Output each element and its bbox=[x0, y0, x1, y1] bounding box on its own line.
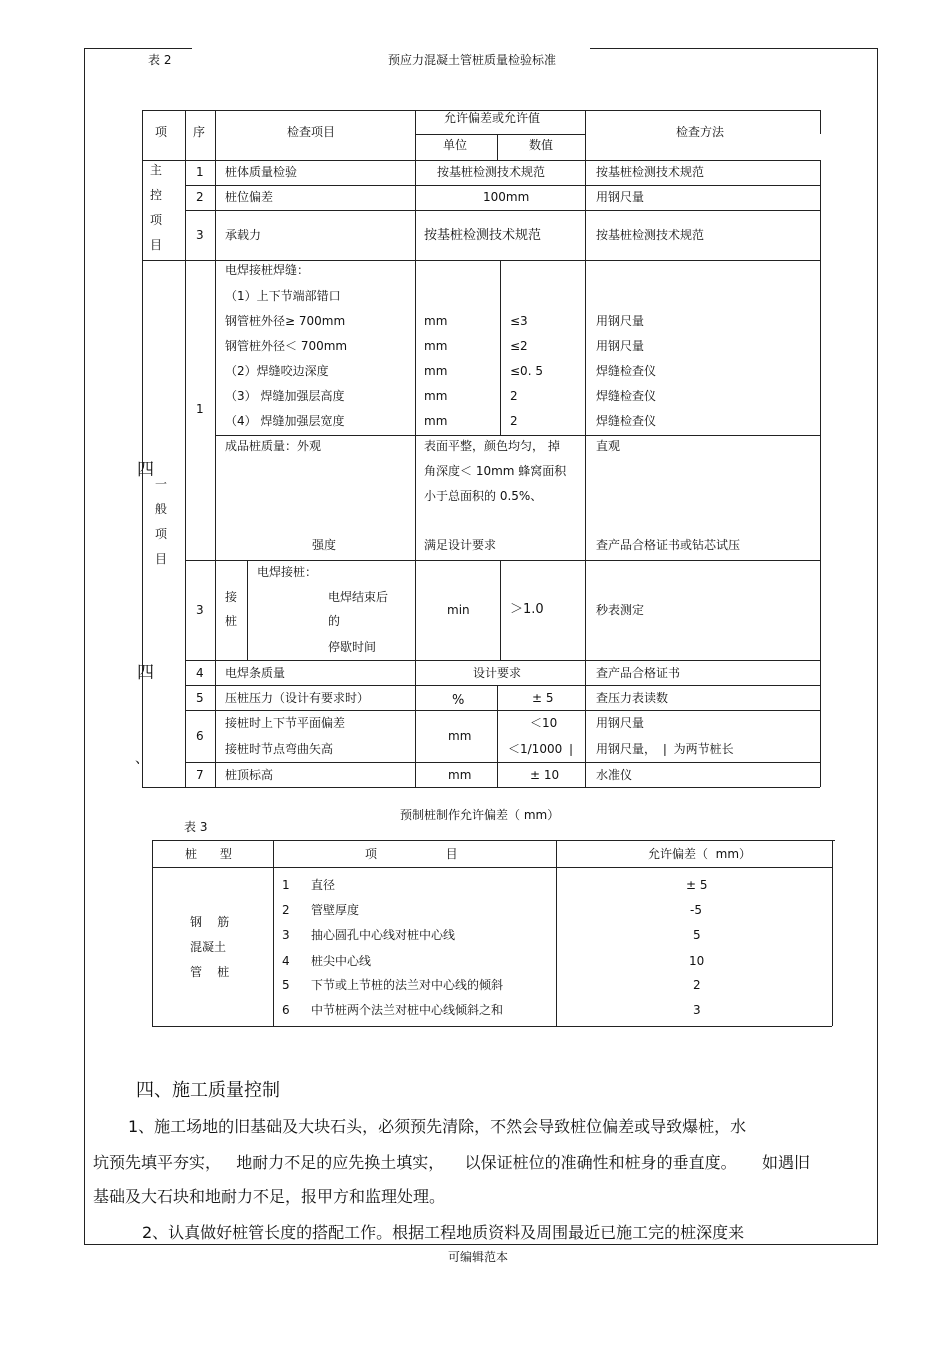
elevation-method: 水准仪 bbox=[596, 768, 633, 782]
joint-desc-1: 电焊结束后 bbox=[328, 590, 389, 604]
weld-row-6-unit: mm bbox=[424, 414, 448, 428]
weld-row-4-method: 焊缝检查仪 bbox=[596, 364, 657, 378]
weld-row-4-item: （2）焊缝咬边深度 bbox=[225, 364, 329, 378]
joint-method: 秒表测定 bbox=[596, 603, 645, 617]
weld-row-5-value: 2 bbox=[510, 389, 518, 403]
weld-row-2-item: 钢管桩外径≥ 700mm bbox=[225, 314, 346, 328]
header-value: 数值 bbox=[529, 138, 554, 152]
jointdev-seq: 6 bbox=[196, 729, 204, 743]
appearance-tol-2: 角深度＜ 10mm 蜂窝面积 bbox=[424, 464, 567, 478]
joint-desc-3: 停歇时间 bbox=[328, 640, 377, 654]
strength-tol: 满足设计要求 bbox=[424, 538, 497, 552]
pressure-value: ± 5 bbox=[532, 691, 554, 705]
joint-unit: min bbox=[447, 603, 470, 617]
footer-text: 可编辑范本 bbox=[448, 1250, 509, 1264]
weld-row-6-value: 2 bbox=[510, 414, 518, 428]
t3-row-6-item: 中节桩两个法兰对桩中心线倾斜之和 bbox=[311, 1003, 504, 1017]
jointdev-unit: mm bbox=[448, 729, 472, 743]
rod-tol: 设计要求 bbox=[473, 666, 522, 680]
appearance-tol-1: 表面平整，颜色均匀， 掉 bbox=[424, 439, 560, 453]
weld-row-2-unit: mm bbox=[424, 314, 448, 328]
t3-row-4-tol: 10 bbox=[689, 954, 705, 968]
joint-seq: 3 bbox=[196, 603, 204, 617]
header-method: 检查方法 bbox=[676, 125, 725, 139]
main-group-4: 目 bbox=[150, 238, 163, 252]
stray-char-2: 四 bbox=[137, 663, 154, 683]
section-p2: 2、认真做好桩管长度的搭配工作。根据工程地质资料及周围最近已施工完的桩深度来 bbox=[142, 1223, 745, 1242]
elevation-value: ± 10 bbox=[530, 768, 560, 782]
weld-row-2-value: ≤3 bbox=[510, 314, 528, 328]
header-check-item: 检查项目 bbox=[287, 125, 336, 139]
table2-number: 表 2 bbox=[148, 53, 172, 67]
table3-header-item: 项 目 bbox=[365, 847, 458, 861]
t3-row-3-item: 抽心圆孔中心线对桩中心线 bbox=[311, 928, 456, 942]
main-row-1-method: 按基桩检测技术规范 bbox=[596, 165, 705, 179]
main-group-1: 主 bbox=[150, 163, 163, 177]
table2-title: 预应力混凝土管桩质量检验标准 bbox=[388, 53, 557, 67]
strength-item: 强度 bbox=[312, 538, 337, 552]
t3-row-6-no: 6 bbox=[282, 1003, 290, 1017]
main-row-1-seq: 1 bbox=[196, 165, 204, 179]
weld-seq: 1 bbox=[196, 402, 204, 416]
rod-item: 电焊条质量 bbox=[225, 666, 286, 680]
t3-row-5-item: 下节或上节桩的法兰对中心线的倾斜 bbox=[311, 978, 504, 992]
main-row-3-tol: 按基桩检测技术规范 bbox=[424, 228, 542, 243]
main-row-2-method: 用钢尺量 bbox=[596, 190, 645, 204]
t3-row-6-tol: 3 bbox=[693, 1003, 701, 1017]
rod-seq: 4 bbox=[196, 666, 204, 680]
jointdev-item-2: 接桩时节点弯曲矢高 bbox=[225, 742, 334, 756]
jointdev-method-1: 用钢尺量 bbox=[596, 716, 645, 730]
frame-top-left bbox=[84, 48, 192, 49]
section-heading: 四、施工质量控制 bbox=[136, 1080, 280, 1101]
general-group-3: 项 bbox=[155, 527, 168, 541]
t3-row-2-tol: -5 bbox=[690, 903, 702, 917]
elevation-unit: mm bbox=[448, 768, 472, 782]
main-row-2-tol: 100mm bbox=[483, 190, 530, 204]
section-p1-line1: 1、施工场地的旧基础及大块石头，必须预先清除，不然会导致桩位偏差或导致爆桩，水 bbox=[128, 1117, 747, 1136]
pressure-method: 查压力表读数 bbox=[596, 691, 669, 705]
stray-char-1: 四 bbox=[137, 460, 154, 480]
pressure-unit: % bbox=[452, 693, 465, 708]
jointdev-method-2: 用钢尺量， ❘ 为两节桩长 bbox=[596, 742, 734, 756]
t3-row-3-no: 3 bbox=[282, 928, 290, 942]
weld-row-2-method: 用钢尺量 bbox=[596, 314, 645, 328]
t3-row-1-tol: ± 5 bbox=[686, 878, 708, 892]
main-row-2-item: 桩位偏差 bbox=[225, 190, 274, 204]
table3-number: 表 3 bbox=[184, 820, 208, 834]
main-row-3-seq: 3 bbox=[196, 228, 204, 242]
weld-row-3-value: ≤2 bbox=[510, 339, 528, 353]
main-group-3: 项 bbox=[150, 213, 163, 227]
table3-header-tol: 允许偏差（ mm） bbox=[648, 847, 752, 861]
elevation-seq: 7 bbox=[196, 768, 204, 782]
main-row-1-item: 桩体质量检验 bbox=[225, 165, 298, 179]
pressure-seq: 5 bbox=[196, 691, 204, 705]
weld-row-5-item: （3） 焊缝加强层高度 bbox=[225, 389, 345, 403]
jointdev-value-2: ＜1/1000 ❘ bbox=[508, 742, 577, 756]
weld-row-1-item: （1）上下节端部错口 bbox=[225, 289, 341, 303]
section-p1-line3: 基础及大石块和地耐力不足，报甲方和监理处理。 bbox=[93, 1187, 446, 1206]
weld-row-3-item: 钢管桩外径＜ 700mm bbox=[225, 339, 348, 353]
pile-type-2: 混凝土 bbox=[190, 940, 227, 954]
weld-row-4-unit: mm bbox=[424, 364, 448, 378]
weld-row-4-value: ≤0. 5 bbox=[510, 364, 543, 378]
strength-method: 查产品合格证书或钻芯试压 bbox=[596, 538, 741, 552]
header-seq: 序 bbox=[193, 125, 206, 139]
appearance-tol-3: 小于总面积的 0.5%、 bbox=[424, 489, 543, 503]
main-row-3-method: 按基桩检测技术规范 bbox=[596, 228, 705, 242]
weld-row-3-unit: mm bbox=[424, 339, 448, 353]
header-tolerance: 允许偏差或允许值 bbox=[444, 111, 541, 125]
table3-header-type: 桩 型 bbox=[185, 847, 232, 861]
t3-row-4-no: 4 bbox=[282, 954, 290, 968]
section-p1-line2: 坑预先填平夯实， 地耐力不足的应先换土填实， 以保证桩位的准确性和桩身的垂直度。 如遇旧 bbox=[93, 1153, 811, 1172]
appearance-item: 成品桩质量：外观 bbox=[225, 439, 322, 453]
main-row-3-item: 承载力 bbox=[225, 228, 262, 242]
weld-row-6-method: 焊缝检查仪 bbox=[596, 414, 657, 428]
elevation-item: 桩顶标高 bbox=[225, 768, 274, 782]
header-unit: 单位 bbox=[443, 138, 468, 152]
general-group-1: 一 bbox=[155, 477, 168, 491]
joint-label-1: 接 bbox=[225, 590, 238, 604]
rod-method: 查产品合格证书 bbox=[596, 666, 681, 680]
t3-row-2-no: 2 bbox=[282, 903, 290, 917]
stray-char-3: 、 bbox=[135, 751, 149, 767]
weld-row-5-method: 焊缝检查仪 bbox=[596, 389, 657, 403]
frame-top-right bbox=[590, 48, 877, 49]
main-row-1-tol: 按基桩检测技术规范 bbox=[437, 165, 546, 179]
t3-row-4-item: 桩尖中心线 bbox=[311, 954, 372, 968]
table3-caption: 预制桩制作允许偏差（ mm） bbox=[400, 808, 560, 822]
header-item: 项 bbox=[155, 125, 168, 139]
t3-row-5-tol: 2 bbox=[693, 978, 701, 992]
joint-value: ＞1.0 bbox=[510, 602, 544, 617]
main-row-2-seq: 2 bbox=[196, 190, 204, 204]
joint-label-2: 桩 bbox=[225, 614, 238, 628]
main-group-2: 控 bbox=[150, 188, 163, 202]
t3-row-5-no: 5 bbox=[282, 978, 290, 992]
weld-row-3-method: 用钢尺量 bbox=[596, 339, 645, 353]
jointdev-item-1: 接桩时上下节平面偏差 bbox=[225, 716, 346, 730]
pile-type-1: 钢 筋 bbox=[190, 915, 230, 929]
joint-title: 电焊接桩： bbox=[257, 565, 318, 579]
general-group-4: 目 bbox=[155, 552, 168, 566]
weld-row-6-item: （4） 焊缝加强层宽度 bbox=[225, 414, 345, 428]
joint-desc-2: 的 bbox=[328, 614, 341, 628]
pile-type-3: 管 桩 bbox=[190, 965, 230, 979]
weld-title: 电焊接桩焊缝： bbox=[225, 263, 310, 277]
pressure-item: 压桩压力（设计有要求时） bbox=[225, 691, 370, 705]
weld-row-5-unit: mm bbox=[424, 389, 448, 403]
t3-row-3-tol: 5 bbox=[693, 928, 701, 942]
t3-row-1-item: 直径 bbox=[311, 878, 336, 892]
jointdev-value-1: ＜10 bbox=[530, 716, 558, 730]
appearance-method: 直观 bbox=[596, 439, 621, 453]
general-group-2: 般 bbox=[155, 502, 168, 516]
t3-row-2-item: 管壁厚度 bbox=[311, 903, 360, 917]
t3-row-1-no: 1 bbox=[282, 878, 290, 892]
